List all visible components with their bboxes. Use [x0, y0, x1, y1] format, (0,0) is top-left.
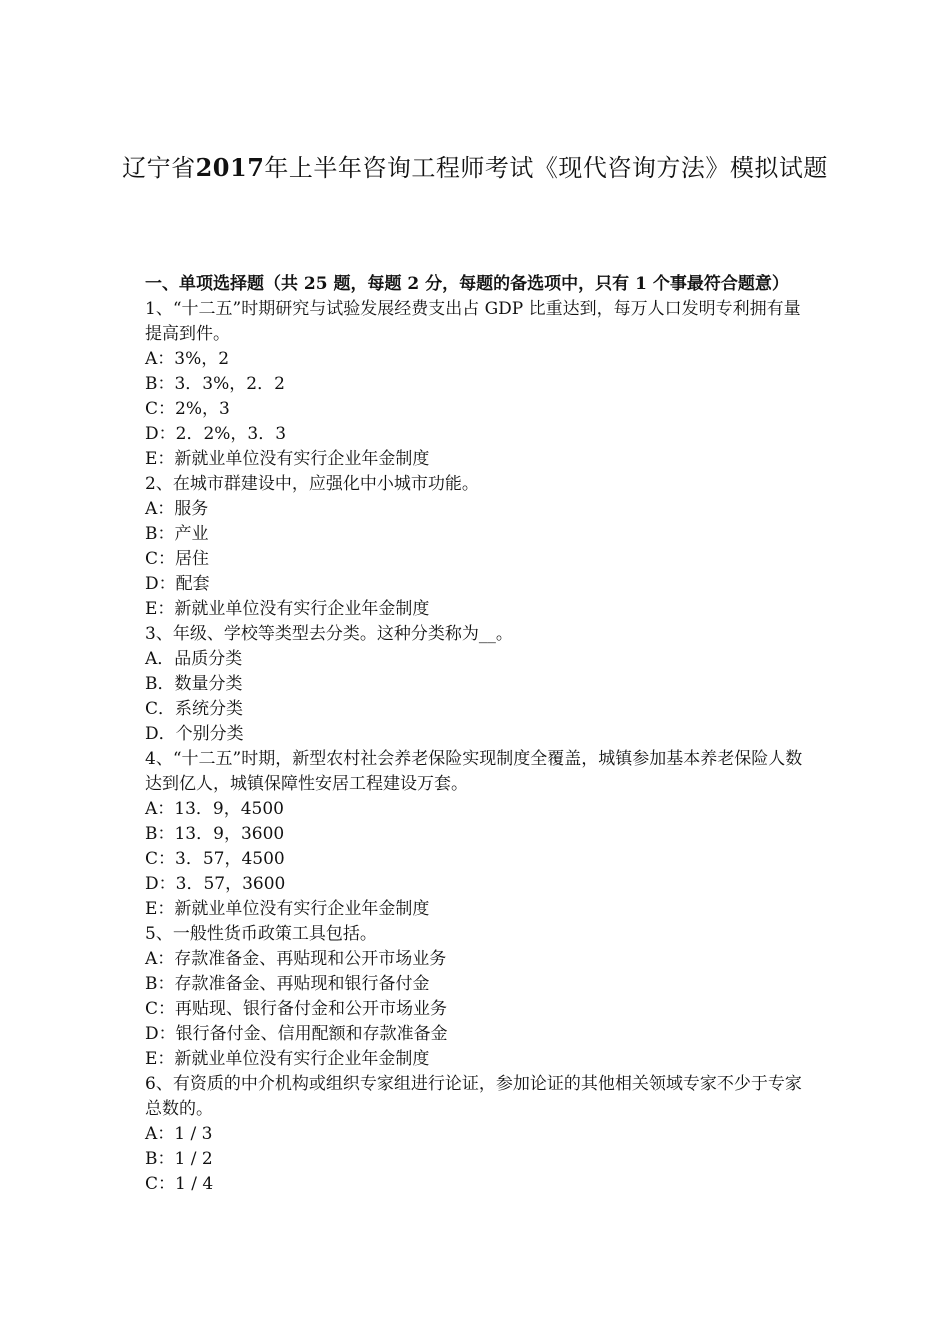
question-text: 5、一般性货币政策工具包括。 [145, 924, 377, 944]
option-d: D．个别分类 [145, 724, 244, 744]
question-text: 2、在城市群建设中，应强化中小城市功能。 [145, 474, 479, 494]
question-6 [145, 1072, 810, 1197]
option-c: C：居住 [145, 549, 210, 569]
title-part2: 年上半年咨询工程师考试《现代咨询方法》模拟试题 [264, 154, 828, 182]
question-text: 3、年级、学校等类型去分类。这种分类称为__。 [145, 624, 513, 644]
option-b: B：13．9，3600 [145, 824, 285, 844]
option-c: C：2%，3 [145, 399, 230, 419]
option-e: E：新就业单位没有实行企业年金制度 [145, 599, 430, 619]
question-text: 1、“十二五”时期研究与试验发展经费支出占 GDP 比重达到，每万人口发明专利拥有量提高到件。 [145, 299, 801, 344]
question-5 [145, 922, 810, 1072]
option-c: C：1 / 4 [145, 1174, 214, 1194]
question-text: 6、有资质的中介机构或组织专家组进行论证，参加论证的其他相关领域专家不少于专家总数的。 [145, 1074, 802, 1119]
option-a: A：13．9，4500 [145, 799, 284, 819]
option-a: A：存款准备金、再贴现和公开市场业务 [145, 949, 447, 969]
option-e: E：新就业单位没有实行企业年金制度 [145, 1049, 430, 1069]
option-b: B：1 / 2 [145, 1149, 213, 1169]
title-year: 2017 [195, 153, 265, 182]
option-b: B：存款准备金、再贴现和银行备付金 [145, 974, 430, 994]
option-e: E：新就业单位没有实行企业年金制度 [145, 899, 430, 919]
question-text: 4、“十二五”时期，新型农村社会养老保险实现制度全覆盖，城镇参加基本养老保险人数达到亿人，城镇保障性安居工程建设万套。 [145, 749, 803, 794]
title-part1: 辽宁省 [122, 154, 196, 182]
option-d: D：银行备付金、信用配额和存款准备金 [145, 1024, 448, 1044]
option-b: B：3．3%，2．2 [145, 374, 285, 394]
option-a: A：3%，2 [145, 349, 230, 369]
question-3 [145, 622, 810, 747]
option-d: D：3．57，3600 [145, 874, 286, 894]
option-d: D：配套 [145, 574, 210, 594]
question-4 [145, 747, 810, 922]
option-e: E：新就业单位没有实行企业年金制度 [145, 449, 430, 469]
option-b: B．数量分类 [145, 674, 243, 694]
document-title [120, 142, 830, 194]
section-heading: 一、单项选择题（共 25 题，每题 2 分，每题的备选项中，只有 1 个事最符合题意） [145, 274, 789, 294]
option-a: A：服务 [145, 499, 209, 519]
option-d: D：2．2%，3．3 [145, 424, 287, 444]
question-1 [145, 297, 810, 472]
option-a: A．品质分类 [145, 649, 243, 669]
document-body [145, 272, 810, 1197]
option-c: C：再贴现、银行备付金和公开市场业务 [145, 999, 448, 1019]
option-c: C：3．57，4500 [145, 849, 285, 869]
option-b: B：产业 [145, 524, 209, 544]
option-c: C．系统分类 [145, 699, 244, 719]
option-a: A：1 / 3 [145, 1124, 213, 1144]
question-2 [145, 472, 810, 622]
